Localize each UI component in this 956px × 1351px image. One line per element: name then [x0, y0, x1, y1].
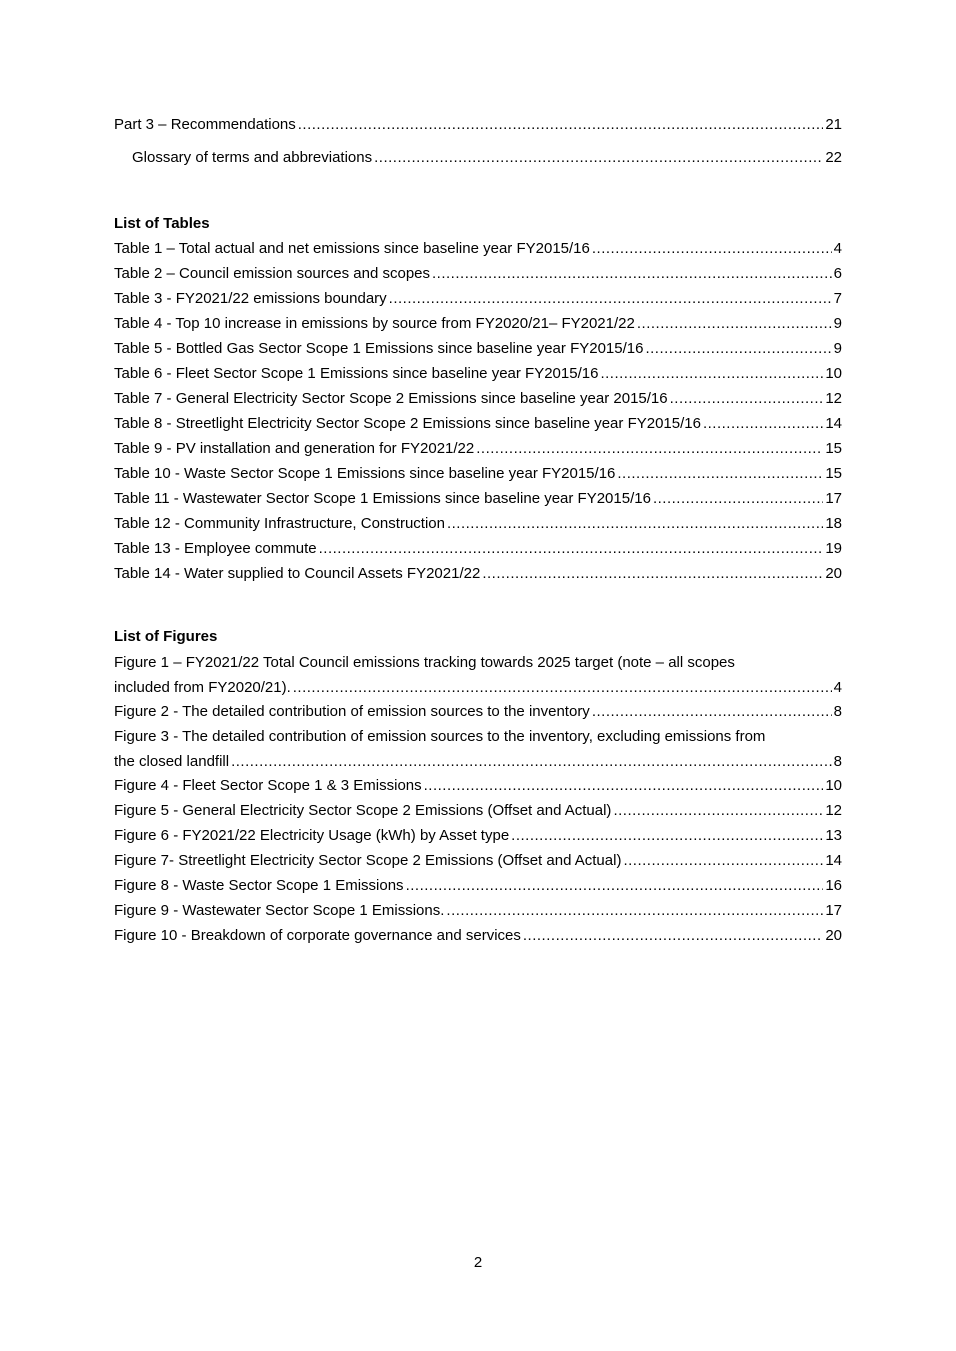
toc-entry-table-5[interactable]	[114, 339, 842, 359]
list-of-tables-heading: List of Tables	[114, 215, 210, 232]
toc-entry-page: 17	[825, 902, 842, 919]
toc-entry-table-14[interactable]	[114, 564, 842, 584]
dot-leader	[617, 464, 823, 484]
toc-entry-page: 4	[833, 240, 842, 257]
dot-leader	[653, 489, 823, 509]
dot-leader	[511, 826, 823, 846]
toc-entry-table-6[interactable]	[114, 364, 842, 384]
toc-entry-title: Table 8 - Streetlight Electricity Sector Scope 2 Emissions since baseline year FY2015/16	[114, 415, 701, 432]
dot-leader	[482, 564, 823, 584]
dot-leader	[447, 514, 823, 534]
toc-entry-page: 16	[825, 877, 842, 894]
toc-entry-figure-8[interactable]	[114, 876, 842, 896]
toc-entry-title-line-2: included from FY2020/21).	[114, 679, 291, 696]
toc-entry-page: 12	[825, 802, 842, 819]
toc-entry-title: Figure 5 - General Electricity Sector Scope 2 Emissions (Offset and Actual)	[114, 802, 612, 819]
toc-entry-table-10[interactable]	[114, 464, 842, 484]
toc-entry-page: 6	[833, 265, 842, 282]
toc-entry-page: 15	[825, 465, 842, 482]
dot-leader	[623, 851, 823, 871]
toc-entry-page: 12	[825, 390, 842, 407]
toc-entry-title: Table 5 - Bottled Gas Sector Scope 1 Emissions since baseline year FY2015/16	[114, 340, 644, 357]
toc-entry-title: Table 7 - General Electricity Sector Scope 2 Emissions since baseline year 2015/16	[114, 390, 668, 407]
dot-leader	[374, 148, 823, 168]
toc-entry-page: 19	[825, 540, 842, 557]
dot-leader	[231, 749, 832, 774]
dot-leader	[298, 115, 824, 135]
toc-entry-page: 21	[825, 116, 842, 133]
toc-entry-page: 8	[833, 753, 842, 770]
toc-entry-page: 7	[833, 290, 842, 307]
toc-entry-figure-10[interactable]	[114, 926, 842, 946]
dot-leader	[293, 675, 832, 700]
toc-entry-table-7[interactable]	[114, 389, 842, 409]
toc-entry-page: 15	[825, 440, 842, 457]
toc-entry-table-9[interactable]	[114, 439, 842, 459]
toc-entry-page: 4	[833, 679, 842, 696]
toc-entry-title: Figure 8 - Waste Sector Scope 1 Emissions	[114, 877, 404, 894]
dot-leader	[592, 702, 832, 722]
toc-entry-page: 13	[825, 827, 842, 844]
toc-entry-title: Table 13 - Employee commute	[114, 540, 317, 557]
toc-entry-title: Table 10 - Waste Sector Scope 1 Emissions since baseline year FY2015/16	[114, 465, 616, 482]
dot-leader	[406, 876, 824, 896]
dot-leader	[613, 801, 823, 821]
toc-entry-glossary[interactable]	[132, 148, 842, 168]
toc-entry-title: Table 6 - Fleet Sector Scope 1 Emissions since baseline year FY2015/16	[114, 365, 599, 382]
dot-leader	[670, 389, 824, 409]
toc-entry-page: 9	[833, 315, 842, 332]
toc-entry-title: Table 12 - Community Infrastructure, Construction	[114, 515, 445, 532]
dot-leader	[645, 339, 831, 359]
toc-entry-title: Table 11 - Wastewater Sector Scope 1 Emissions since baseline year FY2015/16	[114, 490, 651, 507]
dot-leader	[592, 239, 832, 259]
dot-leader	[424, 776, 824, 796]
toc-entry-page: 22	[825, 149, 842, 166]
dot-leader	[446, 901, 823, 921]
toc-entry-page: 20	[825, 927, 842, 944]
dot-leader	[432, 264, 832, 284]
toc-entry-table-3[interactable]	[114, 289, 842, 309]
toc-entry-figure-2[interactable]	[114, 702, 842, 722]
toc-entry-title: Figure 2 - The detailed contribution of emission sources to the inventory	[114, 703, 590, 720]
dot-leader	[389, 289, 832, 309]
toc-entry-title: Figure 10 - Breakdown of corporate governance and services	[114, 927, 521, 944]
toc-entry-page: 8	[833, 703, 842, 720]
toc-entry-title: Figure 6 - FY2021/22 Electricity Usage (kWh) by Asset type	[114, 827, 510, 844]
toc-entry-figure-1[interactable]	[114, 650, 842, 700]
toc-entry-title: Table 14 - Water supplied to Council Assets FY2021/22	[114, 565, 481, 582]
toc-entry-table-13[interactable]	[114, 539, 842, 559]
toc-entry-figure-9[interactable]	[114, 901, 842, 921]
toc-entry-part-3[interactable]	[114, 115, 842, 135]
toc-entry-table-2[interactable]	[114, 264, 842, 284]
page-number: 2	[473, 1254, 483, 1271]
toc-entry-title: Table 4 - Top 10 increase in emissions by source from FY2020/21– FY2021/22	[114, 315, 635, 332]
dot-leader	[600, 364, 823, 384]
toc-entry-page: 20	[825, 565, 842, 582]
toc-entry-page: 9	[833, 340, 842, 357]
toc-entry-title-line-1: Figure 1 – FY2021/22 Total Council emissions tracking towards 2025 target (note – all scopes	[114, 654, 735, 671]
toc-entry-table-1[interactable]	[114, 239, 842, 259]
dot-leader	[319, 539, 824, 559]
toc-entry-figure-5[interactable]	[114, 801, 842, 821]
toc-entry-title: Table 3 - FY2021/22 emissions boundary	[114, 290, 387, 307]
dot-leader	[523, 926, 823, 946]
toc-entry-title: Table 2 – Council emission sources and scopes	[114, 265, 431, 282]
toc-entry-page: 17	[825, 490, 842, 507]
toc-entry-page: 14	[825, 852, 842, 869]
toc-entry-title: Glossary of terms and abbreviations	[132, 149, 373, 166]
toc-entry-table-4[interactable]	[114, 314, 842, 334]
list-of-figures-heading: List of Figures	[114, 628, 218, 645]
dot-leader	[703, 414, 823, 434]
toc-entry-table-11[interactable]	[114, 489, 842, 509]
toc-entry-figure-7[interactable]	[114, 851, 842, 871]
toc-entry-figure-4[interactable]	[114, 776, 842, 796]
toc-entry-page: 18	[825, 515, 842, 532]
toc-entry-page: 14	[825, 415, 842, 432]
toc-entry-page: 10	[825, 365, 842, 382]
toc-entry-title: Figure 4 - Fleet Sector Scope 1 & 3 Emissions	[114, 777, 422, 794]
toc-entry-page: 10	[825, 777, 842, 794]
toc-entry-title: Figure 7- Streetlight Electricity Sector Scope 2 Emissions (Offset and Actual)	[114, 852, 622, 869]
toc-entry-table-8[interactable]	[114, 414, 842, 434]
dot-leader	[476, 439, 823, 459]
toc-entry-title: Figure 9 - Wastewater Sector Scope 1 Emissions.	[114, 902, 445, 919]
toc-entry-title: Table 9 - PV installation and generation for FY2021/22	[114, 440, 475, 457]
toc-entry-title: Part 3 – Recommendations	[114, 116, 296, 133]
dot-leader	[637, 314, 832, 334]
toc-entry-title-line-1: Figure 3 - The detailed contribution of emission sources to the inventory, excluding emissions from	[114, 728, 766, 745]
toc-entry-table-12[interactable]	[114, 514, 842, 534]
toc-entry-title: Table 1 – Total actual and net emissions since baseline year FY2015/16	[114, 240, 590, 257]
toc-entry-figure-6[interactable]	[114, 826, 842, 846]
toc-entry-title-line-2: the closed landfill	[114, 753, 230, 770]
toc-entry-figure-3[interactable]	[114, 724, 842, 774]
